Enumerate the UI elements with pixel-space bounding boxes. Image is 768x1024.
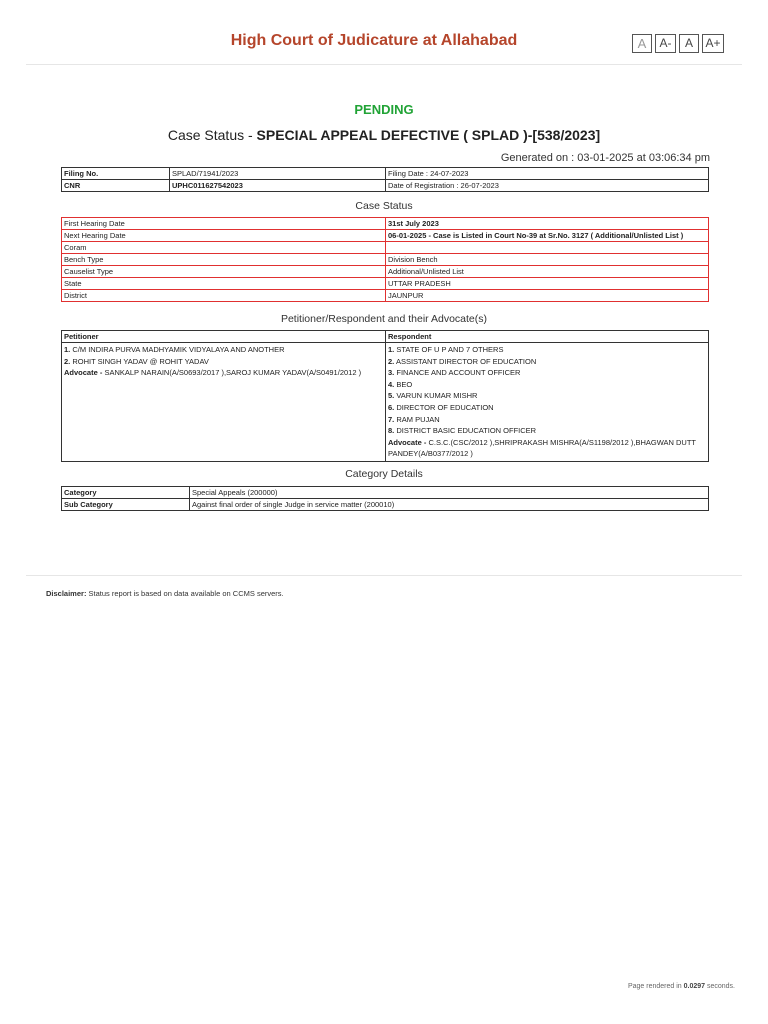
- respondent-list: [386, 343, 709, 462]
- table-row: [62, 242, 709, 254]
- font-increase-button[interactable]: A+: [702, 34, 724, 53]
- footer-divider: [26, 575, 742, 576]
- table-row: [62, 331, 709, 343]
- disclaimer: [46, 589, 284, 598]
- render-time-value: 0.0297: [683, 983, 706, 990]
- list-item: 3. FINANCE AND ACCOUNT OFFICER: [388, 368, 521, 378]
- disclaimer-text: Status report is based on data available on CCMS servers.: [86, 589, 284, 598]
- table-row: [62, 290, 709, 302]
- table-row: [62, 180, 709, 192]
- district-value: JAUNPUR: [386, 290, 709, 302]
- table-row: [62, 343, 709, 462]
- respondent-advocate: Advocate - C.S.C.(CSC/2012 ),SHRIPRAKASH MISHRA(A/S1198/2012 ),BHAGWAN DUTT PANDEY(A/B0377/2012 ): [388, 437, 696, 459]
- render-time: Page rendered in 0.0297 seconds.: [627, 983, 735, 990]
- list-item: 5. VARUN KUMAR MISHR: [388, 391, 478, 401]
- next-hearing-value: 06-01-2025 - Case is Listed in Court No-39 at Sr.No. 3127 ( Additional/Unlisted List ): [386, 230, 709, 242]
- state-value: UTTAR PRADESH: [386, 278, 709, 290]
- list-item: 2. ROHIT SINGH YADAV @ ROHIT YADAV: [64, 356, 209, 366]
- table-row: [62, 218, 709, 230]
- filing-no-value: SPLAD/71941/2023: [170, 168, 386, 180]
- font-decrease-button[interactable]: A-: [655, 34, 676, 53]
- coram-value: [386, 242, 709, 254]
- header-divider: [26, 64, 742, 65]
- table-row: [62, 266, 709, 278]
- filing-table: [61, 167, 709, 192]
- cnr-label: CNR: [62, 180, 170, 192]
- font-reset-button[interactable]: A: [632, 34, 652, 53]
- case-title: [0, 127, 768, 143]
- district-label: District: [62, 290, 386, 302]
- case-status-title: Case Status: [355, 200, 413, 212]
- font-size-controls: [632, 34, 724, 53]
- list-item: 6. DIRECTOR OF EDUCATION: [388, 402, 494, 412]
- list-item: 1. STATE OF U P AND 7 OTHERS: [388, 345, 504, 354]
- table-row: [62, 278, 709, 290]
- site-title: High Court of Judicature at Allahabad: [230, 32, 518, 49]
- filing-no-label: Filing No.: [62, 168, 170, 180]
- generated-on: Generated on : 03-01-2025 at 03:06:34 pm: [500, 152, 710, 164]
- parties-table: [61, 330, 709, 462]
- respondent-header: Respondent: [386, 331, 709, 343]
- table-row: [62, 230, 709, 242]
- sub-category-value: Against final order of single Judge in service matter (200010): [190, 499, 709, 511]
- causelist-type-value: Additional/Unlisted List: [386, 266, 709, 278]
- case-title-prefix: Case Status -: [167, 127, 257, 143]
- petitioner-advocate: Advocate - SANKALP NARAIN(A/S0693/2017 ),SAROJ KUMAR YADAV(A/S0491/2012 ): [64, 368, 362, 378]
- registration-date: Date of Registration : 26-07-2023: [386, 180, 709, 192]
- list-item: 4. BEO: [388, 379, 413, 389]
- category-title: Category Details: [345, 468, 423, 480]
- page-header: [0, 0, 768, 66]
- list-item: 7. RAM PUJAN: [388, 414, 440, 424]
- table-row: [62, 499, 709, 511]
- first-hearing-value: 31st July 2023: [386, 218, 709, 230]
- state-label: State: [62, 278, 386, 290]
- petitioner-header: Petitioner: [62, 331, 386, 343]
- table-row: [62, 487, 709, 499]
- font-normal-button[interactable]: A: [679, 34, 699, 53]
- coram-label: Coram: [62, 242, 386, 254]
- case-title-text: SPECIAL APPEAL DEFECTIVE ( SPLAD )-[538/2023]: [256, 127, 601, 143]
- category-label: Category: [62, 487, 190, 499]
- next-hearing-label: Next Hearing Date: [62, 230, 386, 242]
- petitioner-list: [62, 343, 386, 462]
- table-row: [62, 168, 709, 180]
- bench-type-value: Division Bench: [386, 254, 709, 266]
- disclaimer-label: Disclaimer:: [46, 589, 87, 598]
- table-row: [62, 254, 709, 266]
- sub-category-label: Sub Category: [62, 499, 190, 511]
- category-value: Special Appeals (200000): [190, 487, 709, 499]
- category-table: [61, 486, 709, 511]
- parties-title: Petitioner/Respondent and their Advocate(s): [280, 313, 488, 325]
- bench-type-label: Bench Type: [62, 254, 386, 266]
- case-status-badge: PENDING: [354, 102, 414, 117]
- cnr-value: UPHC011627542023: [170, 180, 386, 192]
- first-hearing-label: First Hearing Date: [62, 218, 386, 230]
- list-item: 8. DISTRICT BASIC EDUCATION OFFICER: [388, 426, 537, 436]
- causelist-type-label: Causelist Type: [62, 266, 386, 278]
- list-item: 1. C/M INDIRA PURVA MADHYAMIK VIDYALAYA AND ANOTHER: [64, 345, 285, 354]
- case-status-table: [61, 217, 709, 302]
- list-item: 2. ASSISTANT DIRECTOR OF EDUCATION: [388, 356, 537, 366]
- filing-date: Filing Date : 24-07-2023: [386, 168, 709, 180]
